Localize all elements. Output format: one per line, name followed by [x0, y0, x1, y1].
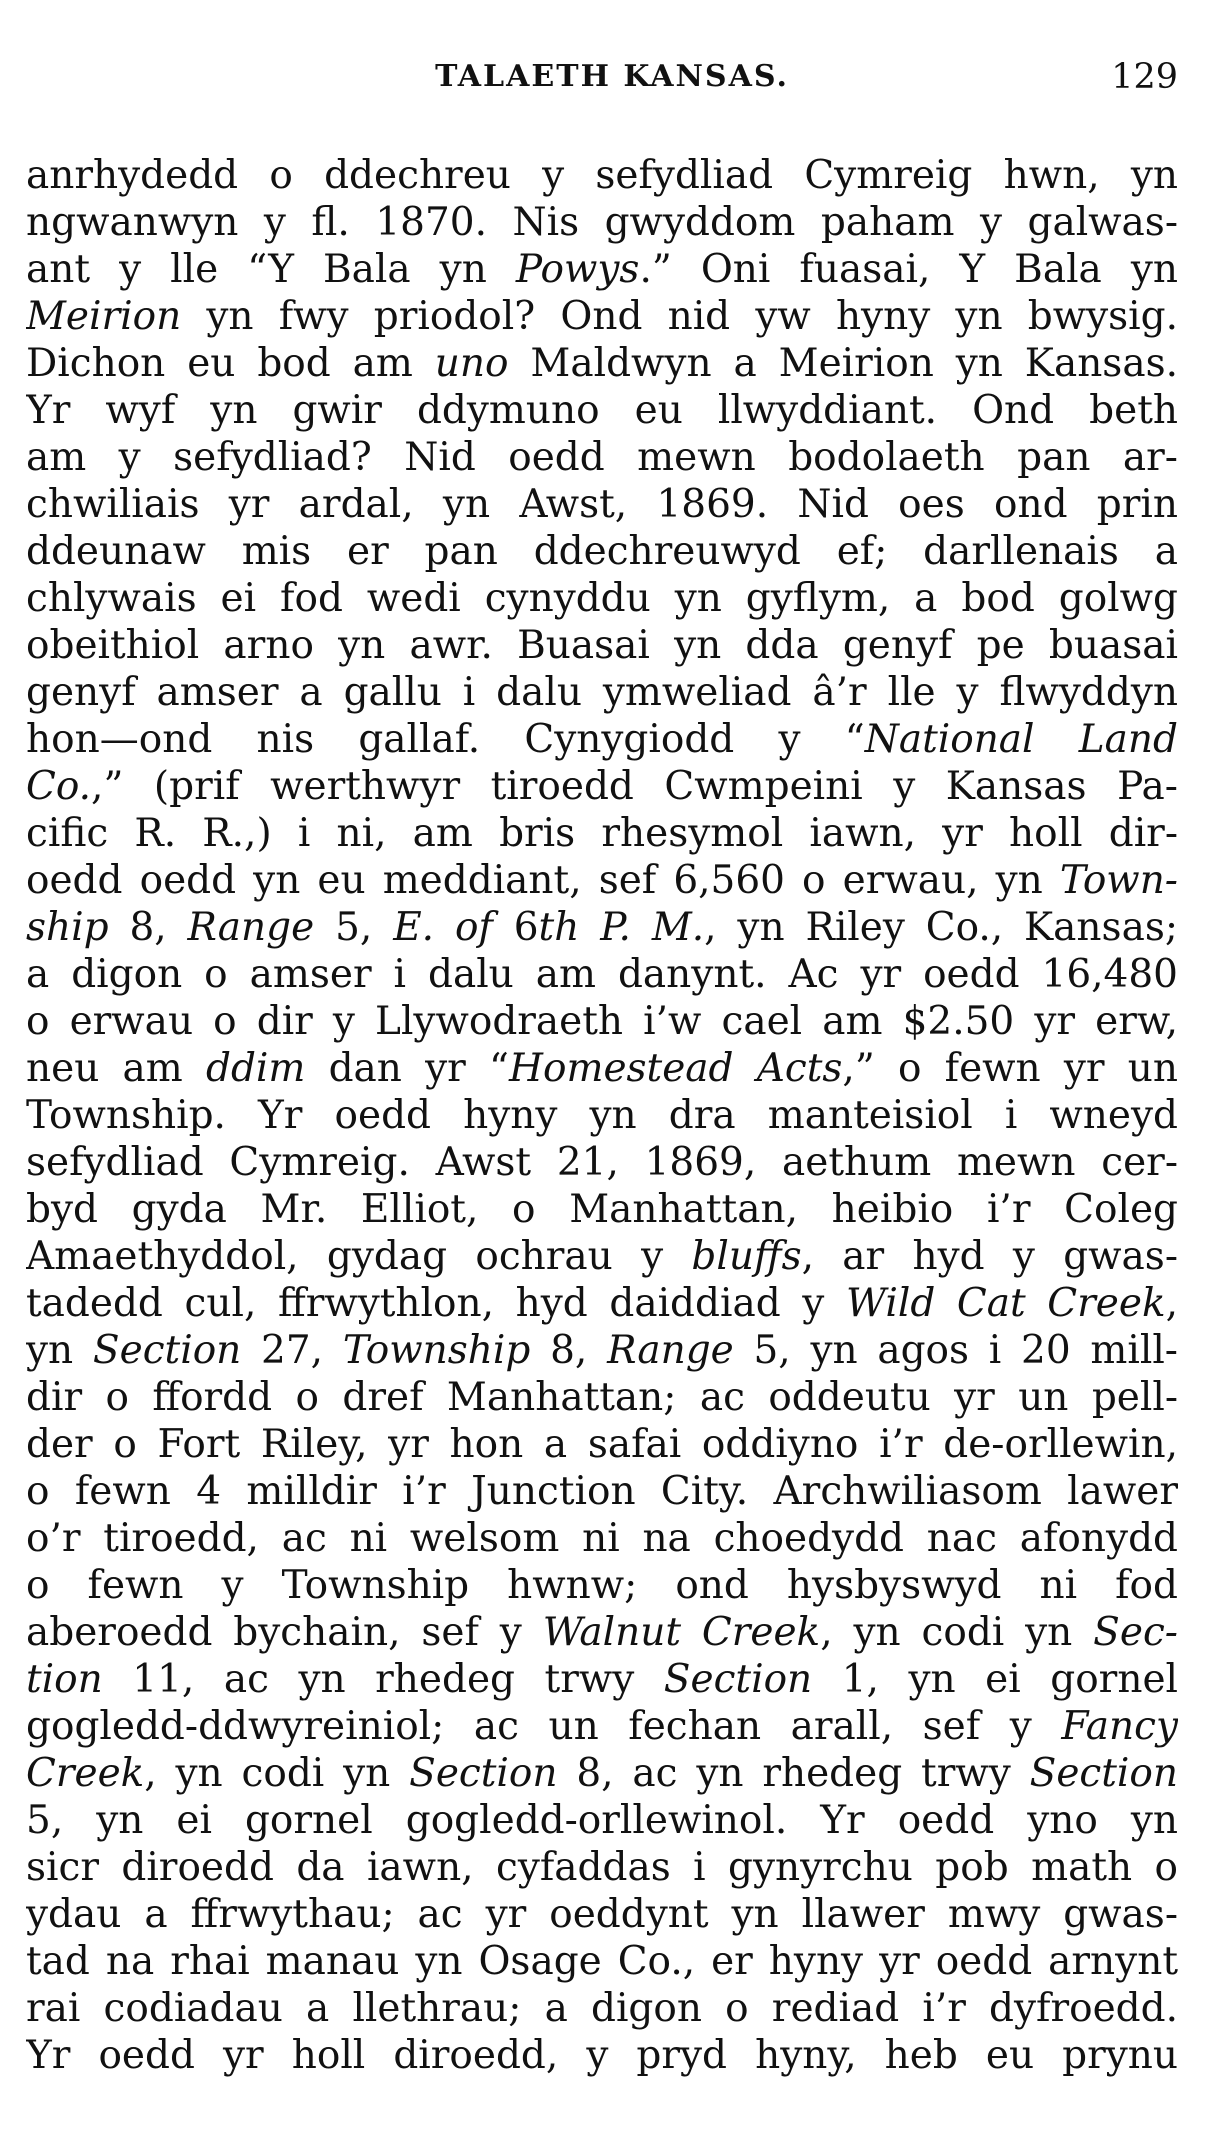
text-line: [26, 1891, 1178, 1938]
italic-text: Range: [187, 905, 315, 950]
italic-text: Powys: [515, 247, 640, 292]
text-run: tad na rhai manau yn Osage Co., er hyny yr oedd arnynt: [26, 1939, 1178, 1984]
text-run: o fewn 4 milldir i’r Junction City. Archwiliasom lawer: [26, 1469, 1178, 1514]
text-line: [26, 1938, 1178, 1985]
text-run: , yn codi yn: [820, 1610, 1094, 1655]
text-line: [26, 951, 1178, 998]
text-run: o fewn y Township hwnw; ond hysbyswyd ni fod: [26, 1563, 1178, 1608]
text-line: [26, 246, 1178, 293]
italic-text: Section: [92, 1328, 242, 1373]
text-run: hon—ond nis gallaf. Cynygiodd y “: [26, 717, 865, 762]
text-line: [26, 857, 1178, 904]
text-run: , ar hyd y gwas-: [801, 1234, 1178, 1279]
text-run: ,” o fewn yr un: [842, 1046, 1178, 1091]
text-line: [26, 1750, 1178, 1797]
italic-text: Sec-: [1093, 1610, 1178, 1655]
text-line: [26, 622, 1178, 669]
text-run: dir o ffordd o dref Manhattan; ac oddeutu yr un pell-: [26, 1375, 1178, 1420]
text-run: Maldwyn a Meirion yn Kansas.: [508, 341, 1178, 386]
text-line: [26, 1515, 1178, 1562]
text-run: , yn Riley Co., Kansas;: [704, 905, 1178, 950]
text-run: cific R. R.,) i ni, am bris rhesymol iawn, yr holl dir-: [26, 811, 1178, 856]
text-line: [26, 1374, 1178, 1421]
text-run: 5,: [314, 905, 394, 950]
text-line: [26, 1562, 1178, 1609]
text-run: ydau a ffrwythau; ac yr oeddynt yn llawer mwy gwas-: [26, 1892, 1178, 1937]
italic-text: E. of: [393, 905, 493, 950]
text-run: 8,: [530, 1328, 608, 1373]
text-run: neu am: [26, 1046, 206, 1091]
text-run: ngwanwyn y fl. 1870. Nis gwyddom paham y galwas-: [26, 200, 1178, 245]
text-run: chwiliais yr ardal, yn Awst, 1869. Nid oes ond prin: [26, 482, 1178, 527]
text-run: Amaethyddol, gydag ochrau y: [26, 1234, 692, 1279]
text-line: [26, 763, 1178, 810]
italic-text: uno: [434, 341, 509, 386]
italic-text: Section: [663, 1657, 813, 1702]
text-line: [26, 1468, 1178, 1515]
text-line: [26, 481, 1178, 528]
text-run: Yr wyf yn gwir ddymuno eu llwyddiant. Ond beth: [26, 388, 1178, 433]
italic-text: Town-: [1059, 858, 1178, 903]
text-run: Township. Yr oedd hyny yn dra manteisiol i wneyd: [26, 1093, 1178, 1138]
italic-text: Creek: [26, 1751, 145, 1796]
text-run: ,: [1165, 1281, 1178, 1326]
text-run: am y sefydliad? Nid oedd mewn bodolaeth pan ar-: [26, 435, 1178, 480]
text-line: [26, 1233, 1178, 1280]
page-number: 129: [1111, 57, 1178, 97]
text-run: 27,: [241, 1328, 343, 1373]
running-title: TALAETH KANSAS.: [435, 59, 789, 94]
text-run: sefydliad Cymreig. Awst 21, 1869, aethum mewn cer-: [26, 1140, 1178, 1185]
text-line: [26, 1139, 1178, 1186]
body-paragraph: [26, 152, 1178, 2079]
text-line: [26, 340, 1178, 387]
text-line: [26, 1186, 1178, 1233]
text-line: [26, 434, 1178, 481]
text-line: [26, 1797, 1178, 1844]
text-run: gogledd-ddwyreiniol; ac un fechan arall, sef y: [26, 1704, 1062, 1749]
text-run: Yr oedd yr holl diroedd, y pryd hyny, heb eu prynu: [26, 2033, 1178, 2078]
italic-text: th P. M.: [538, 905, 705, 950]
text-line: [26, 1280, 1178, 1327]
text-line: [26, 1092, 1178, 1139]
text-run: Dichon eu bod am: [26, 341, 435, 386]
text-run: o’r tiroedd, ac ni welsom ni na choedydd nac afonydd: [26, 1516, 1178, 1561]
text-line: [26, 1844, 1178, 1891]
text-run: 5, yn ei gornel gogledd-orllewinol. Yr oedd yno yn: [26, 1798, 1178, 1843]
text-line: [26, 1985, 1178, 2032]
text-line: [26, 152, 1178, 199]
text-run: 11, ac yn rhedeg trwy: [102, 1657, 664, 1702]
text-run: der o Fort Riley, yr hon a safai oddiyno i’r de-orllewin,: [26, 1422, 1178, 1467]
text-run: ,” (prif werthwyr tiroedd Cwmpeini y Kansas Pa-: [91, 764, 1178, 809]
text-line: [26, 1703, 1178, 1750]
text-line: [26, 810, 1178, 857]
text-run: aberoedd bychain, sef y: [26, 1610, 543, 1655]
text-line: [26, 528, 1178, 575]
text-run: obeithiol arno yn awr. Buasai yn dda genyf pe buasai: [26, 623, 1178, 668]
text-line: [26, 716, 1178, 763]
italic-text: ddim: [205, 1046, 306, 1091]
text-line: [26, 387, 1178, 434]
text-line: [26, 669, 1178, 716]
running-head: [26, 52, 1178, 102]
text-run: 8,: [108, 905, 188, 950]
text-run: rai codiadau a llethrau; a digon o rediad i’r dyfroedd.: [26, 1986, 1178, 2031]
italic-text: Co.: [26, 764, 92, 809]
text-run: tadedd cul, ffrwythlon, hyd daiddiad y: [26, 1281, 846, 1326]
text-line: [26, 293, 1178, 340]
italic-text: Range: [607, 1328, 734, 1373]
italic-text: ship: [26, 905, 109, 950]
italic-text: Township: [342, 1328, 531, 1373]
text-run: genyf amser a gallu i dalu ymweliad â’r lle y flwyddyn: [26, 670, 1178, 715]
text-run: byd gyda Mr. Elliot, o Manhattan, heibio i’r Coleg: [26, 1187, 1178, 1232]
text-line: [26, 1656, 1178, 1703]
italic-text: Meirion: [26, 294, 182, 339]
italic-text: tion: [26, 1657, 103, 1702]
text-line: [26, 199, 1178, 246]
italic-text: Section: [1029, 1751, 1178, 1796]
text-line: [26, 1421, 1178, 1468]
italic-text: Wild Cat Creek: [845, 1281, 1166, 1326]
italic-text: bluffs: [691, 1234, 802, 1279]
italic-text: National Land: [864, 717, 1178, 762]
text-run: oedd oedd yn eu meddiant, sef 6,560 o erwau, yn: [26, 858, 1060, 903]
text-run: ant y lle “Y Bala yn: [26, 247, 516, 292]
text-run: dan yr “: [305, 1046, 509, 1091]
text-line: [26, 1609, 1178, 1656]
text-run: anrhydedd o ddechreu y sefydliad Cymreig hwn, yn: [26, 153, 1178, 198]
text-run: sicr diroedd da iawn, cyfaddas i gynyrchu pob math o: [26, 1845, 1178, 1890]
text-line: [26, 904, 1178, 951]
text-line: [26, 575, 1178, 622]
text-run: yn fwy priodol? Ond nid yw hyny yn bwysig.: [181, 294, 1178, 339]
text-run: , yn codi yn: [144, 1751, 410, 1796]
text-run: ddeunaw mis er pan ddechreuwyd ef; darllenais a: [26, 529, 1178, 574]
italic-text: Homestead Acts: [508, 1046, 843, 1091]
text-run: 8, ac yn rhedeg trwy: [557, 1751, 1030, 1796]
italic-text: Walnut Creek: [542, 1610, 821, 1655]
text-run: chlywais ei fod wedi cynyddu yn gyflym, a bod golwg: [26, 576, 1178, 621]
text-line: [26, 998, 1178, 1045]
text-run: 1, yn ei gornel: [812, 1657, 1178, 1702]
italic-text: Fancy: [1061, 1704, 1178, 1749]
text-run: yn: [26, 1328, 93, 1373]
text-run: 6: [492, 905, 539, 950]
italic-text: Section: [409, 1751, 558, 1796]
text-run: .” Oni fuasai, Y Bala yn: [639, 247, 1178, 292]
text-line: [26, 2032, 1178, 2079]
text-line: [26, 1327, 1178, 1374]
text-run: 5, yn agos i 20 mill-: [733, 1328, 1178, 1373]
text-run: a digon o amser i dalu am danynt. Ac yr oedd 16,480: [26, 952, 1178, 997]
text-run: o erwau o dir y Llywodraeth i’w cael am $2.50 yr erw,: [26, 999, 1178, 1044]
text-line: [26, 1045, 1178, 1092]
